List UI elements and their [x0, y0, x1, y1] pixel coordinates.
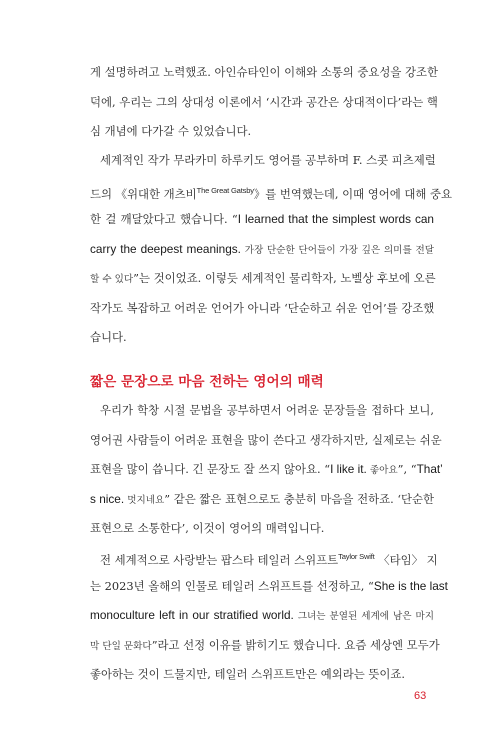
text-line: 심 개념에 다가갈 수 있었습니다.: [90, 124, 252, 138]
text-line: [90, 601, 434, 631]
text-line: 작가도 복잡하고 어려운 언어가 아니라 ‘단순하고 쉬운 언어’를 강조했: [90, 300, 435, 315]
translation-note: 할 수 있다: [90, 274, 134, 285]
english-example: That’: [416, 462, 443, 476]
text-line: [90, 542, 438, 572]
text-line: 덕에, 우리는 그의 상대성 이론에서 ‘시간과 공간은 상대적이다’라는 핵: [90, 94, 438, 109]
text-segment: 드의 《위대한 개츠비: [90, 186, 197, 201]
translation-note: 좋아요: [366, 465, 398, 476]
translation-note: 그녀는 분열된 세계에 남은 마지: [293, 611, 434, 622]
text-segment: ”, “: [397, 462, 417, 476]
text-line: 영어권 사람들이 어려운 표현을 많이 쓴다고 생각하지만, 실제로는 쉬운: [90, 432, 442, 447]
english-quote: carry the deepest meanings.: [90, 241, 241, 256]
text-line: [90, 485, 434, 515]
text-segment: 한 걸 깨달았다고 했습니다. “: [90, 212, 238, 226]
english-example: I like it.: [330, 462, 367, 476]
name-original: Taylor Swift: [338, 552, 375, 561]
text-line: [90, 455, 443, 485]
text-segment: 는 2023년 올해의 인물로 테일러 스위프트를 선정하고, “: [90, 578, 374, 593]
english-quote: She is the last: [373, 578, 448, 593]
text-line: [90, 572, 448, 602]
text-segment: 표현을 많이 씁니다. 긴 문장도 잘 쓰지 않아요. “: [90, 462, 331, 476]
text-line: [90, 264, 434, 294]
text-segment: 전 세계적으로 사랑받는 팝스타 테일러 스위프트: [100, 553, 339, 567]
text-line: [90, 176, 452, 206]
paragraph-taylor-swift: [90, 542, 448, 690]
text-line: [90, 235, 434, 265]
book-title-original: The Great Gatsby: [196, 185, 254, 195]
text-segment: ” 같은 짧은 표현으로도 충분히 마음을 전하죠. ‘단순한: [164, 491, 434, 506]
paragraph-einstein: [90, 58, 439, 147]
paragraph-short-sentences: [90, 396, 443, 544]
english-example: s nice.: [90, 491, 125, 506]
text-line: 좋아하는 것이 드물지만, 테일러 스위프트만은 예외라는 뜻이죠.: [90, 667, 406, 681]
translation-note: 멋지네요: [124, 494, 165, 506]
translation-note: 막 단일 문화다: [90, 640, 152, 652]
text-segment: 〈타임〉 지: [374, 553, 438, 567]
text-segment: ”는 것이었죠. 이렇듯 세계적인 물리학자, 노벨상 후보에 오른: [133, 271, 436, 285]
text-line: [90, 205, 434, 235]
text-line: 습니다.: [90, 330, 127, 344]
english-quote: I learned that the simplest words can: [237, 212, 434, 226]
translation-note: 가장 단순한 단어들이 가장 깊은 의미를 전달: [240, 244, 434, 256]
page-number: 63: [414, 690, 427, 702]
paragraph-murakami: [90, 146, 452, 353]
english-quote: monoculture left in our stratified world.: [90, 608, 294, 622]
text-segment: 》를 번역했는데, 이때 영어에 대해 중요: [253, 186, 452, 201]
text-segment: ”라고 선정 이유를 밝히기도 했습니다. 요즘 세상엔 모두가: [151, 637, 440, 652]
section-heading: 짧은 문장으로 마음 전하는 영어의 매력: [90, 374, 324, 390]
text-line: 게 설명하려고 노력했죠. 아인슈타인이 이해와 소통의 중요성을 강조한: [90, 65, 439, 79]
text-line: 우리가 학창 시절 문법을 공부하면서 어려운 문장들을 접하다 보니,: [100, 403, 434, 417]
text-line: 표현으로 소통한다’, 이것이 영어의 매력입니다.: [90, 521, 325, 535]
text-line: [90, 631, 440, 661]
text-line: 세계적인 작가 무라카미 하루키도 영어를 공부하며 F. 스콧 피츠제럴: [100, 153, 436, 167]
